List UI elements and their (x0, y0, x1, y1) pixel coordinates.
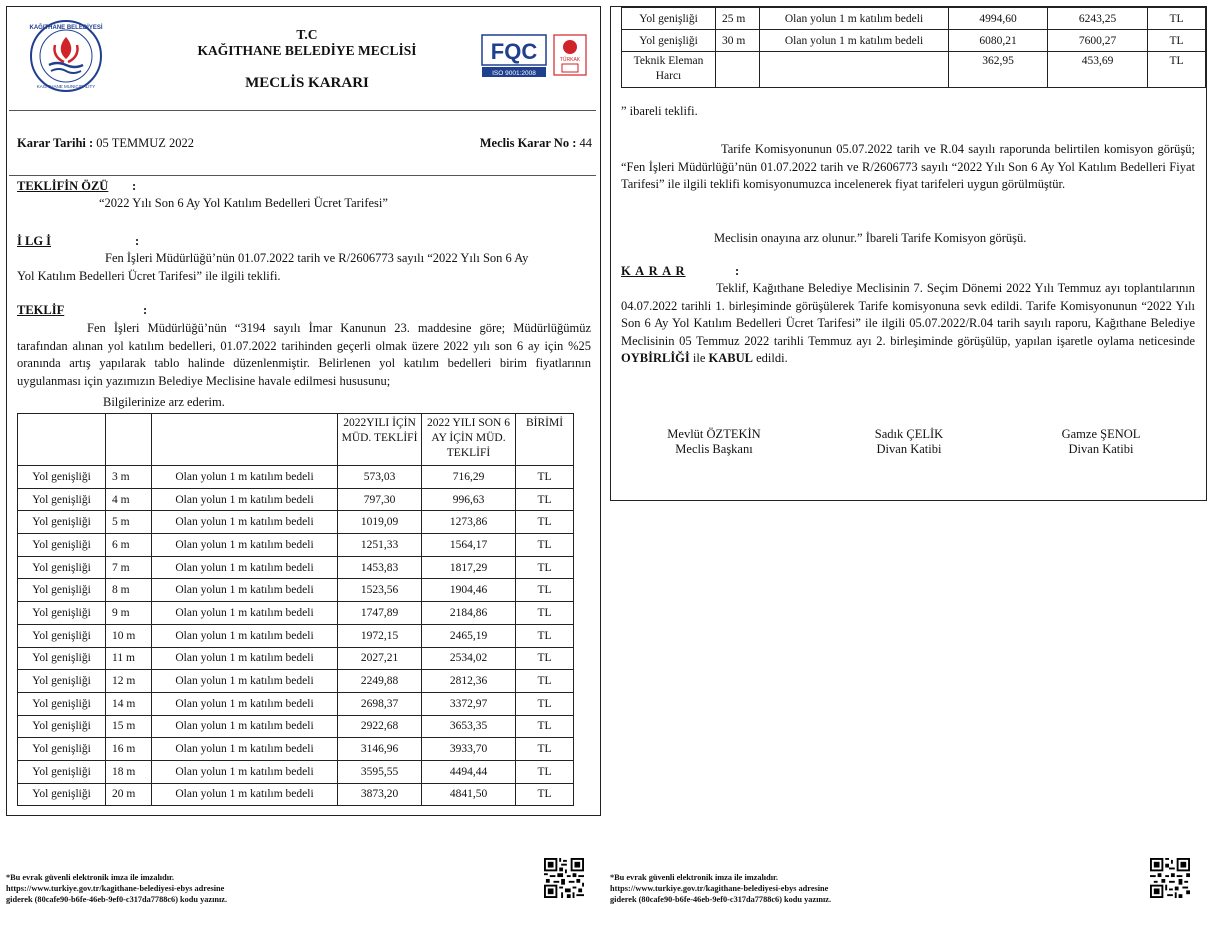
width-label-cell: Yol genişliği (18, 488, 106, 511)
width-value-cell: 9 m (106, 602, 152, 625)
unit-cell: TL (516, 647, 574, 670)
table-row (18, 511, 574, 534)
decision-date (17, 136, 194, 151)
unit-cell: TL (516, 534, 574, 557)
new-fee-cell: 2812,36 (422, 670, 516, 693)
width-value-cell: 10 m (106, 624, 152, 647)
description-cell: Olan yolun 1 m katılım bedeli (152, 783, 338, 806)
e-signature-note-1 (6, 872, 227, 905)
table-row (18, 670, 574, 693)
current-fee-cell: 1972,15 (338, 624, 422, 647)
width-label-cell: Yol genişliği (18, 534, 106, 557)
width-label-cell: Yol genişliği (18, 466, 106, 489)
logo-text: KAĞITHANE BELEDİYESİ (29, 25, 103, 31)
width-label-cell: Yol genişliği (18, 647, 106, 670)
unit-cell: TL (516, 760, 574, 783)
summary-text: “2022 Yılı Son 6 Ay Yol Katılım Bedelleri Ücret Tarifesi” (99, 196, 388, 210)
width-label-cell: Yol genişliği (18, 602, 106, 625)
new-fee-cell: 3653,35 (422, 715, 516, 738)
municipality-logo-icon (29, 19, 103, 93)
certification-logo-icon (480, 29, 590, 79)
fee-table-header-cell (18, 414, 106, 466)
description-cell: Olan yolun 1 m katılım bedeli (152, 760, 338, 783)
teklif-heading-text: TEKLİF (17, 303, 65, 317)
unit-cell: TL (516, 738, 574, 761)
current-fee-cell: 4994,60 (949, 8, 1048, 30)
ibare-text: ” ibareli teklifi. (621, 104, 698, 118)
karar-unanimous: OYBİRLİĞİ (621, 351, 690, 365)
karar-text-mid: ile (689, 351, 709, 365)
description-cell: Olan yolun 1 m katılım bedeli (152, 534, 338, 557)
width-value-cell: 5 m (106, 511, 152, 534)
unit-cell: TL (516, 670, 574, 693)
e-signature-line2[interactable]: https://www.turkiye.gov.tr/kagithane-belediyesi-ebys adresine (610, 884, 829, 893)
current-fee-cell: 1251,33 (338, 534, 422, 557)
width-label-cell: Yol genişliği (18, 556, 106, 579)
width-value-cell: 6 m (106, 534, 152, 557)
table-row (18, 534, 574, 557)
table-row (18, 760, 574, 783)
new-fee-cell: 2534,02 (422, 647, 516, 670)
unit-cell: TL (516, 579, 574, 602)
unit-cell: TL (516, 715, 574, 738)
new-fee-cell: 1564,17 (422, 534, 516, 557)
new-fee-cell: 3372,97 (422, 692, 516, 715)
karar-colon: : (735, 264, 740, 278)
description-cell: Olan yolun 1 m katılım bedeli (152, 466, 338, 489)
table-row (18, 602, 574, 625)
karar-text-end: edildi. (752, 351, 788, 365)
signature-title: Divan Katibi (1068, 442, 1134, 456)
new-fee-cell: 4841,50 (422, 783, 516, 806)
description-cell: Olan yolun 1 m katılım bedeli (152, 715, 338, 738)
new-fee-cell: 7600,27 (1048, 30, 1148, 52)
description-cell: Olan yolun 1 m katılım bedeli (152, 647, 338, 670)
qr-code-icon[interactable] (1150, 858, 1190, 898)
fee-table-header-unit: BİRİMİ (516, 414, 574, 466)
width-label-cell: Yol genişliği (18, 511, 106, 534)
current-fee-cell: 2922,68 (338, 715, 422, 738)
width-label-cell: Teknik Eleman Harcı (622, 52, 716, 88)
decision-number-label: Meclis Karar No : (479, 136, 577, 150)
description-cell: Olan yolun 1 m katılım bedeli (152, 624, 338, 647)
table-row (18, 647, 574, 670)
description-cell: Olan yolun 1 m katılım bedeli (152, 556, 338, 579)
teklif-text: Fen İşleri Müdürlüğü’nün “3194 sayılı İmar Kanunun 23. maddesine göre; Müdürlüğümüz tarafından alınan yol katılım bedelleri, 01.07.2022 tarihinden geçerli olmak üzere 2022 yılı son 6 ay için %25 oranında artış yapılarak tablo halinde düzenlenmiştir. Belirlenen yol katılım bedelleri birim fiyatlarının uygulanması için yazımızın Belediye Meclisine havale edilmesi hususunu; (17, 321, 591, 388)
e-signature-line3: giderek (80cafe90-b6fe-46eb-9ef0-c317da7788c6) kodu yazınız. (6, 895, 228, 904)
unit-cell: TL (516, 602, 574, 625)
new-fee-cell: 1273,86 (422, 511, 516, 534)
e-signature-line1: *Bu evrak güvenli elektronik imza ile imzalıdır. (6, 873, 175, 882)
width-label-cell: Yol genişliği (18, 783, 106, 806)
description-cell: Olan yolun 1 m katılım bedeli (152, 738, 338, 761)
fee-table-header-cell (106, 414, 152, 466)
current-fee-cell: 3146,96 (338, 738, 422, 761)
new-fee-cell: 1904,46 (422, 579, 516, 602)
qr-code-icon[interactable] (544, 858, 584, 898)
fee-table-header (18, 414, 574, 466)
width-value-cell: 15 m (106, 715, 152, 738)
width-value-cell: 7 m (106, 556, 152, 579)
karar-heading (621, 264, 739, 279)
width-value-cell: 12 m (106, 670, 152, 693)
description-cell: Olan yolun 1 m katılım bedeli (152, 670, 338, 693)
current-fee-cell: 1453,83 (338, 556, 422, 579)
width-value-cell: 3 m (106, 466, 152, 489)
ilgi-heading (17, 234, 139, 249)
description-cell: Olan yolun 1 m katılım bedeli (760, 30, 949, 52)
unit-cell: TL (516, 624, 574, 647)
width-value-cell: 4 m (106, 488, 152, 511)
new-fee-cell: 2465,19 (422, 624, 516, 647)
teklif-heading (17, 303, 147, 318)
summary-colon: : (132, 179, 137, 193)
new-fee-cell: 2184,86 (422, 602, 516, 625)
signature-title: Divan Katibi (876, 442, 942, 456)
decision-number-value: 44 (579, 136, 592, 150)
decision-date-label: Karar Tarihi : (17, 136, 94, 150)
signature-name: Gamze ŞENOL (1061, 427, 1141, 441)
teklif-closing: Bilgilerinize arz ederim. (103, 395, 225, 409)
description-cell: Olan yolun 1 m katılım bedeli (152, 602, 338, 625)
width-value-cell (716, 52, 760, 88)
summary-heading (17, 179, 136, 194)
new-fee-cell: 3933,70 (422, 738, 516, 761)
karar-text-main: Teklif, Kağıthane Belediye Meclisinin 7. Seçim Dönemi 2022 Yılı Temmuz ayı toplantılarının 04.07.2022 tarihli 1. birleşiminde görüşülerek Tarife komisyonuna sevk edildi. Tarife Komisyonunun “2022 Yılı Son 6 Ay Yol Katılım Bedelleri Ücret Tarifesi” ile ilgili 05.07.2022/R.04 tarih sayılı raporu, Kağıthane Belediye Meclisinin 05 Temmuz 2022 tarihli Temmuz ayı 2. birleşiminde görüşülüp, yapılan işaretle oylama neticesinde (621, 281, 1195, 348)
width-label-cell: Yol genişliği (18, 738, 106, 761)
table-row (18, 738, 574, 761)
table-row (18, 579, 574, 602)
width-label-cell: Yol genişliği (18, 760, 106, 783)
current-fee-cell: 797,30 (338, 488, 422, 511)
commission-text: Tarife Komisyonunun 05.07.2022 tarih ve R.04 sayılı raporunda belirtilen komisyon görüşü; “Fen İşleri Müdürlüğü’nün 01.07.2022 tarih ve R/2606773 sayılı “2022 Yılı Son 6 Ay Yol Katılım Bedelleri Fiyat Tarifesi” ile ilgili teklifi komisyonumuzca incelenerek fiyat tarifeleri uygun görülmüştür. (621, 142, 1195, 191)
current-fee-cell: 573,03 (338, 466, 422, 489)
unit-cell: TL (516, 556, 574, 579)
e-signature-line2[interactable]: https://www.turkiye.gov.tr/kagithane-belediyesi-ebys adresine (6, 884, 225, 893)
fee-table (17, 413, 574, 806)
width-value-cell: 25 m (716, 8, 760, 30)
table-row (18, 715, 574, 738)
e-signature-line1: *Bu evrak güvenli elektronik imza ile imzalıdır. (610, 873, 779, 882)
description-cell: Olan yolun 1 m katılım bedeli (152, 579, 338, 602)
table-row (622, 30, 1206, 52)
ilgi-text-line2: Yol Katılım Bedelleri Ücret Tarifesi” ile ilgili teklifi. (17, 269, 281, 283)
description-cell (760, 52, 949, 88)
description-cell: Olan yolun 1 m katılım bedeli (760, 8, 949, 30)
cert-badge-text: TÜRKAK (559, 57, 581, 63)
signature-name: Sadık ÇELİK (874, 427, 944, 441)
cert-sub-text: ISO 9001:2008 (492, 70, 536, 77)
karar-accepted: KABUL (708, 351, 753, 365)
decision-date-value: 05 TEMMUZ 2022 (96, 136, 194, 150)
logo-subtext: KAĞITHANE MUNICIPALITY (36, 84, 96, 89)
e-signature-line3: giderek (80cafe90-b6fe-46eb-9ef0-c317da7788c6) kodu yazınız. (610, 895, 832, 904)
unit-cell: TL (516, 488, 574, 511)
unit-cell: TL (516, 783, 574, 806)
unit-cell: TL (1148, 52, 1206, 88)
table-row (622, 8, 1206, 30)
current-fee-cell: 1019,09 (338, 511, 422, 534)
description-cell: Olan yolun 1 m katılım bedeli (152, 488, 338, 511)
width-value-cell: 16 m (106, 738, 152, 761)
unit-cell: TL (1148, 8, 1206, 30)
current-fee-cell: 1523,56 (338, 579, 422, 602)
width-value-cell: 30 m (716, 30, 760, 52)
cert-logo-text: FQC (490, 39, 538, 64)
signature-title: Meclis Başkanı (675, 442, 753, 456)
current-fee-cell: 1747,89 (338, 602, 422, 625)
current-fee-cell: 2698,37 (338, 692, 422, 715)
fee-table-header-current: 2022YILI İÇİN MÜD. TEKLİFİ (338, 414, 422, 466)
teklif-colon: : (143, 303, 148, 317)
width-value-cell: 8 m (106, 579, 152, 602)
unit-cell: TL (1148, 30, 1206, 52)
width-label-cell: Yol genişliği (18, 692, 106, 715)
decision-page-2 (610, 6, 1207, 501)
current-fee-cell: 362,95 (949, 52, 1048, 88)
current-fee-cell: 3873,20 (338, 783, 422, 806)
table-row (18, 466, 574, 489)
current-fee-cell: 2249,88 (338, 670, 422, 693)
new-fee-cell: 996,63 (422, 488, 516, 511)
description-cell: Olan yolun 1 m katılım bedeli (152, 511, 338, 534)
current-fee-cell: 2027,21 (338, 647, 422, 670)
width-value-cell: 20 m (106, 783, 152, 806)
width-label-cell: Yol genişliği (18, 715, 106, 738)
width-label-cell: Yol genişliği (18, 579, 106, 602)
header-organization: KAĞITHANE BELEDİYE MECLİSİ (197, 43, 417, 58)
description-cell: Olan yolun 1 m katılım bedeli (152, 692, 338, 715)
signature-name: Mevlüt ÖZTEKİN (667, 427, 761, 441)
signature-chairman (629, 427, 799, 457)
karar-text (621, 280, 1195, 368)
summary-heading-text: TEKLİFİN ÖZÜ (17, 179, 109, 193)
table-row (18, 488, 574, 511)
width-label-cell: Yol genişliği (18, 670, 106, 693)
unit-cell: TL (516, 511, 574, 534)
table-row (622, 52, 1206, 88)
e-signature-note-2 (610, 872, 831, 905)
fee-table-continued (621, 7, 1206, 88)
fee-table-header-new: 2022 YILI SON 6 AY İÇİN MÜD. TEKLİFİ (422, 414, 516, 466)
table-row (18, 556, 574, 579)
width-value-cell: 14 m (106, 692, 152, 715)
table-row (18, 624, 574, 647)
table-row (18, 692, 574, 715)
new-fee-cell: 453,69 (1048, 52, 1148, 88)
current-fee-cell: 3595,55 (338, 760, 422, 783)
width-label-cell: Yol genişliği (622, 30, 716, 52)
current-fee-cell: 6080,21 (949, 30, 1048, 52)
header-divider (9, 110, 596, 111)
table-row (18, 783, 574, 806)
width-label-cell: Yol genişliği (622, 8, 716, 30)
new-fee-cell: 6243,25 (1048, 8, 1148, 30)
width-value-cell: 18 m (106, 760, 152, 783)
width-value-cell: 11 m (106, 647, 152, 670)
signature-clerk-2 (1016, 427, 1186, 457)
new-fee-cell: 4494,44 (422, 760, 516, 783)
signature-clerk-1 (824, 427, 994, 457)
ilgi-heading-text: İ LG İ (17, 234, 52, 248)
new-fee-cell: 716,29 (422, 466, 516, 489)
fee-table-header-cell (152, 414, 338, 466)
unit-cell: TL (516, 466, 574, 489)
header-document-type: MECLİS KARARI (245, 75, 369, 91)
meta-divider (9, 175, 596, 176)
unit-cell: TL (516, 692, 574, 715)
karar-heading-text: K A R A R (621, 264, 686, 278)
header-tc: T.C (296, 27, 318, 42)
decision-number (480, 136, 592, 151)
decision-page-1 (6, 6, 601, 816)
new-fee-cell: 1817,29 (422, 556, 516, 579)
approval-text: Meclisin onayına arz olunur.” İbareli Tarife Komisyon görüşü. (714, 231, 1027, 245)
ilgi-colon: : (135, 234, 140, 248)
width-label-cell: Yol genişliği (18, 624, 106, 647)
ilgi-text-line1: Fen İşleri Müdürlüğü’nün 01.07.2022 tarih ve R/2606773 sayılı “2022 Yılı Son 6 Ay (105, 251, 529, 265)
